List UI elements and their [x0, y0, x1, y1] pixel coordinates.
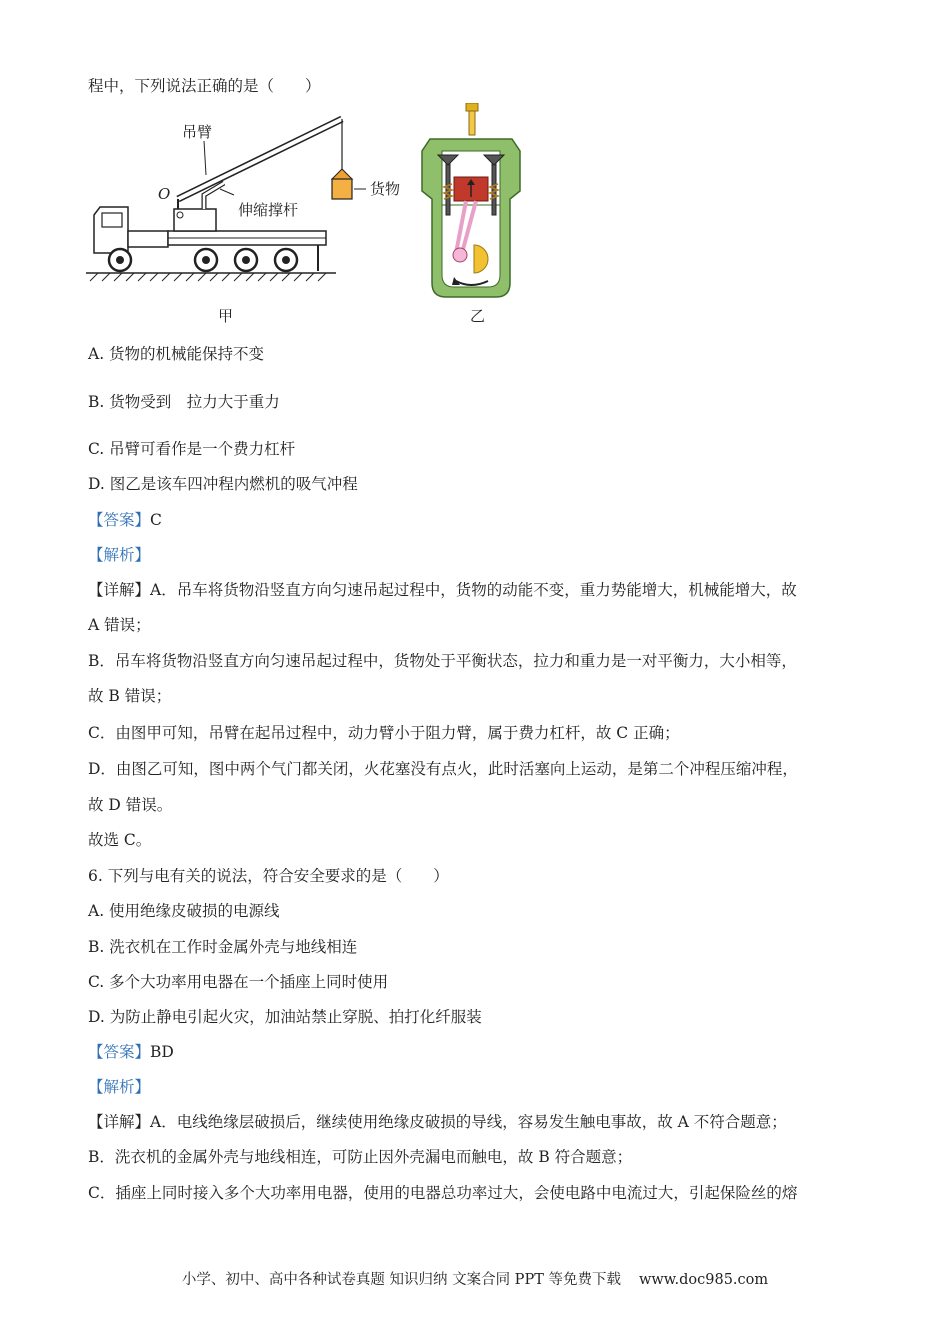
q6-answer-tag: 【答案】	[88, 1043, 151, 1061]
q5-answer-value: C	[150, 511, 162, 529]
label-strut: 伸缩撑杆	[238, 201, 299, 219]
q6-detail-tag: 【详解】	[88, 1113, 151, 1131]
label-arm: 吊臂	[182, 123, 213, 141]
q5-answer-tag: 【答案】	[88, 511, 151, 529]
q5-option-b: B. 货物受到 拉力大于重力	[88, 393, 280, 411]
q6-option-c: C. 多个大功率用电器在一个插座上同时使用	[88, 973, 389, 991]
q6-option-b: B. 洗衣机在工作时金属外壳与地线相连	[88, 938, 358, 956]
footer-text: 小学、初中、高中各种试卷真题 知识归纳 文案合同 PPT 等免费下载	[181, 1272, 621, 1288]
q5-detail-line-1: 【详解】A．吊车将货物沿竖直方向匀速吊起过程中，货物的动能不变，重力势能增大，机械能增大，故	[88, 581, 797, 599]
q5-option-a: A. 货物的机械能保持不变	[88, 345, 265, 363]
q5-analysis-tag: 【解析】	[88, 546, 151, 564]
q5-detail-line-8: 故选 C。	[88, 831, 152, 849]
q5-detail-line-5: C．由图甲可知，吊臂在起吊过程中，动力臂小于阻力臂，属于费力杠杆，故 C 正确；	[88, 724, 680, 742]
q5-detail-line-2: A 错误；	[88, 616, 151, 634]
label-pivot: O	[158, 185, 171, 203]
q6-answer-value: BD	[150, 1043, 174, 1061]
footer-url[interactable]: www.doc985.com	[638, 1272, 769, 1288]
label-cargo: 货物	[370, 180, 401, 198]
q6-analysis-tag: 【解析】	[88, 1078, 151, 1096]
q6-answer	[88, 1042, 174, 1062]
q5-detail-tag: 【详解】	[88, 581, 151, 599]
q5-option-c: C. 吊臂可看作是一个费力杠杆	[88, 440, 296, 458]
q6-stem: 6. 下列与电有关的说法，符合安全要求的是（ ）	[88, 867, 449, 885]
q5-detail-line-7: 故 D 错误。	[88, 796, 173, 814]
q5-answer	[88, 510, 162, 530]
q5-detail-line-6: D．由图乙可知，图中两个气门都关闭，火花塞没有点火，此时活塞向上运动，是第二个冲程压缩冲程，	[88, 760, 798, 778]
q6-option-d: D. 为防止静电引起火灾，加油站禁止穿脱、拍打化纤服装	[88, 1008, 482, 1026]
q6-option-a: A. 使用绝缘皮破损的电源线	[88, 902, 280, 920]
q6-detail-line-2: B．洗衣机的金属外壳与地线相连，可防止因外壳漏电而触电，故 B 符合题意；	[88, 1148, 633, 1166]
q5-detail-line-4: 故 B 错误；	[88, 687, 172, 705]
caption-yi: 乙	[470, 307, 486, 325]
page-footer	[0, 1268, 950, 1289]
q6-detail-line-1: 【详解】A．电线绝缘层破损后，继续使用绝缘皮破损的导线，容易发生触电事故，故 A 不符合题意；	[88, 1113, 787, 1131]
q6-detail-line-3: C．插座上同时接入多个大功率用电器，使用的电器总功率过大，会使电路中电流过大，引起保险丝的熔	[88, 1184, 798, 1202]
q5-option-d: D. 图乙是该车四冲程内燃机的吸气冲程	[88, 475, 358, 493]
caption-jia: 甲	[218, 307, 234, 325]
crane-truck-diagram	[86, 103, 386, 303]
q5-detail-line-3: B．吊车将货物沿竖直方向匀速吊起过程中，货物处于平衡状态，拉力和重力是一对平衡力，大小相等，	[88, 652, 797, 670]
figures-area	[86, 103, 526, 333]
engine-cylinder-diagram	[416, 103, 526, 303]
question5-stem: 程中，下列说法正确的是（ ）	[88, 77, 321, 95]
